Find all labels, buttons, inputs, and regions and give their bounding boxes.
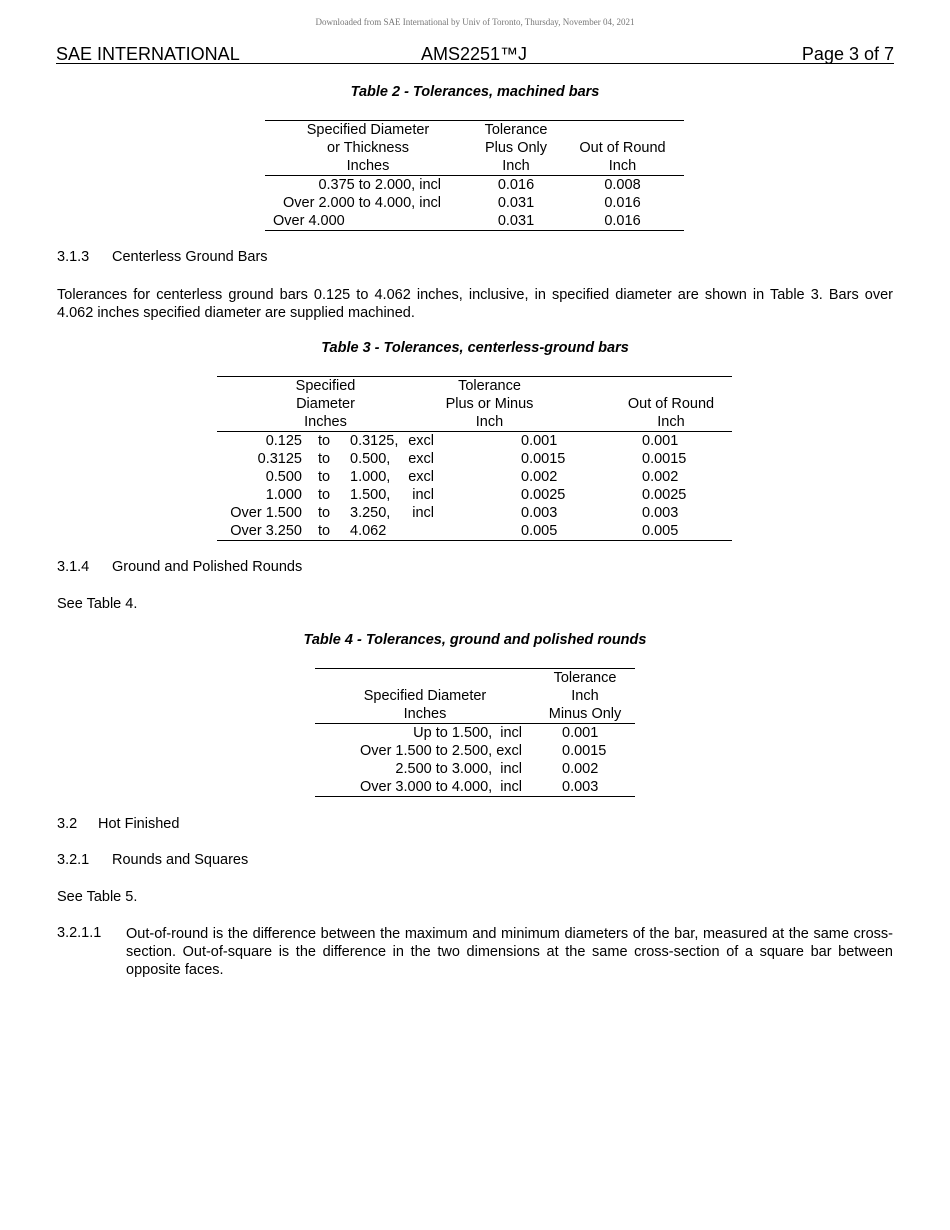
- table3-spacer: [434, 450, 489, 468]
- table3-caption: Table 3 - Tolerances, centerless-ground bars: [321, 340, 629, 356]
- table3-spacer: [434, 486, 489, 504]
- table-row: [265, 212, 684, 231]
- table3-cell: to: [318, 487, 331, 503]
- table3-cell: 0.002: [642, 469, 679, 485]
- paragraph: Out-of-round is the difference between the maximum and minimum diameters of the bar, measured at the same cross-section. Out-of-square is the difference in the two dimensions at the same cross-section of a square bar between opposite faces.: [126, 926, 893, 978]
- table4-cell: 0.0015: [562, 743, 607, 759]
- table3-cell: 1.500,: [350, 487, 391, 503]
- table4-cell: Over 1.500 to 2.500, excl: [359, 743, 522, 759]
- header-doc-number: AMS2251™J: [421, 44, 528, 64]
- table3-cell: 0.005: [521, 523, 558, 539]
- table3-cell: to: [318, 505, 331, 521]
- table3-header: Tolerance: [458, 378, 521, 394]
- table3-header: Plus or Minus: [445, 396, 534, 412]
- table-row: [217, 504, 732, 522]
- table4-header: Inch: [571, 688, 599, 704]
- table3-cell: to: [318, 523, 331, 539]
- table4-cell: Up to 1.500, incl: [413, 725, 522, 741]
- table2-cell: Over 2.000 to 4.000, incl: [283, 195, 441, 211]
- table3-spacer: [434, 468, 489, 486]
- table2-header: or Thickness: [327, 140, 409, 156]
- table3-cell: to: [318, 433, 331, 449]
- section-number: 3.2.1.1: [57, 925, 102, 941]
- table-row: [265, 176, 684, 195]
- table2-header: Plus Only: [484, 140, 548, 156]
- table4-header: Minus Only: [535, 705, 635, 724]
- table4-header: [315, 669, 535, 688]
- section-number: 3.1.4: [57, 559, 90, 575]
- table4: [315, 668, 635, 797]
- table2-cell: 0.016: [604, 213, 641, 229]
- table2-caption: Table 2 - Tolerances, machined bars: [350, 84, 600, 100]
- table3-cell: 0.005: [642, 523, 679, 539]
- table3-cell: 0.3125,: [350, 433, 399, 449]
- table3-header: Inch: [429, 413, 550, 432]
- table2-header: Inches: [265, 157, 471, 176]
- table4-cell: 0.001: [562, 725, 599, 741]
- table3-cell: 0.500: [265, 469, 302, 485]
- table3-cell: 1.000,: [350, 469, 391, 485]
- table3-cell: 0.003: [521, 505, 558, 521]
- table3-cell: 0.003: [642, 505, 679, 521]
- table3-cell: Over 1.500: [230, 505, 302, 521]
- table2-header: Out of Round: [579, 140, 666, 156]
- table3-cell: 1.000: [265, 487, 302, 503]
- table3-spacer: [434, 504, 489, 522]
- table2-cell: 0.016: [604, 195, 641, 211]
- table-row: [217, 486, 732, 504]
- table4-header: Specified Diameter: [363, 688, 487, 704]
- table-row: [265, 194, 684, 212]
- table2-cell: Over 4.000: [273, 213, 345, 229]
- table3-cell: excl: [408, 451, 434, 467]
- table2-header: Specified Diameter: [306, 122, 430, 138]
- table2-header: Inch: [561, 157, 684, 176]
- paragraph: See Table 5.: [57, 889, 138, 905]
- table2-header: [561, 121, 684, 140]
- table3-header: [610, 377, 732, 396]
- table2: [265, 120, 684, 231]
- table3-cell: 0.0015: [642, 451, 687, 467]
- table3-cell: 0.0025: [521, 487, 566, 503]
- table3-cell: 0.002: [521, 469, 558, 485]
- section-title: Centerless Ground Bars: [112, 249, 268, 265]
- table3-cell: 0.500,: [350, 451, 391, 467]
- table3-cell: 4.062: [350, 523, 387, 539]
- table2-cell: 0.016: [497, 177, 535, 193]
- table3-cell: 0.3125: [257, 451, 302, 467]
- table-row: [315, 742, 635, 760]
- table2-header: Inch: [471, 157, 561, 176]
- table3-cell: to: [318, 469, 331, 485]
- table-row: [315, 724, 635, 743]
- header-org: SAE INTERNATIONAL: [56, 44, 240, 64]
- section-number: 3.1.3: [57, 249, 90, 265]
- table3-cell: to: [318, 451, 331, 467]
- download-notice: Downloaded from SAE International by Univ of Toronto, Thursday, November 04, 2021: [315, 17, 635, 27]
- table2-cell: 0.031: [497, 195, 535, 211]
- table-row: [217, 432, 732, 451]
- header-rule: [56, 63, 894, 64]
- table4-caption: Table 4 - Tolerances, ground and polished rounds: [303, 632, 647, 648]
- section-title: Hot Finished: [98, 816, 180, 832]
- table4-header: Inches: [315, 705, 535, 724]
- table3-header: Diameter: [296, 396, 355, 412]
- table4-cell: 2.500 to 3.000, incl: [395, 761, 522, 777]
- table4-cell: 0.003: [562, 779, 599, 795]
- table-row: [217, 450, 732, 468]
- section-title: Ground and Polished Rounds: [112, 559, 303, 575]
- table3-cell: excl: [408, 433, 434, 449]
- table3-cell: Over 3.250: [230, 523, 302, 539]
- table2-cell: 0.375 to 2.000, incl: [318, 177, 441, 193]
- table2-header: Tolerance: [484, 122, 548, 138]
- table-row: [217, 468, 732, 486]
- table3-cell: 0.0025: [642, 487, 687, 503]
- table3-cell: 0.125: [265, 433, 302, 449]
- table-row: [315, 778, 635, 797]
- table4-cell: 0.002: [562, 761, 599, 777]
- table3-spacer: [434, 432, 489, 451]
- table3-cell: 3.250,: [350, 505, 391, 521]
- table3-spacer: [434, 522, 489, 541]
- table3-header: Inches: [217, 413, 434, 432]
- paragraph: Tolerances for centerless ground bars 0.125 to 4.062 inches, inclusive, in specified diameter are shown in Table 3. Bars over 4.062 inches specified diameter are supplied machined.: [57, 287, 893, 321]
- table4-cell: Over 3.000 to 4.000, incl: [359, 779, 522, 795]
- table-row: [315, 760, 635, 778]
- table3-header: Out of Round: [627, 396, 715, 412]
- table3-cell: 0.0015: [521, 451, 566, 467]
- paragraph: See Table 4.: [57, 596, 138, 612]
- table3-cell: [405, 522, 434, 541]
- table3-cell: incl: [412, 505, 434, 521]
- table3-cell: incl: [412, 487, 434, 503]
- table3-header: Specified: [295, 378, 356, 394]
- section-number: 3.2.1: [57, 852, 90, 868]
- table4-header: Tolerance: [553, 670, 617, 686]
- table-row: [217, 522, 732, 541]
- table3-header: Inch: [610, 413, 732, 432]
- table3-cell: 0.001: [521, 433, 558, 449]
- table3: [217, 376, 732, 541]
- table3-cell: excl: [408, 469, 434, 485]
- table2-cell: 0.008: [604, 177, 641, 193]
- section-number: 3.2: [57, 816, 78, 832]
- section-title: Rounds and Squares: [112, 852, 249, 868]
- table2-cell: 0.031: [497, 213, 535, 229]
- header-page-number: Page 3 of 7: [801, 44, 894, 64]
- table3-cell: 0.001: [642, 433, 679, 449]
